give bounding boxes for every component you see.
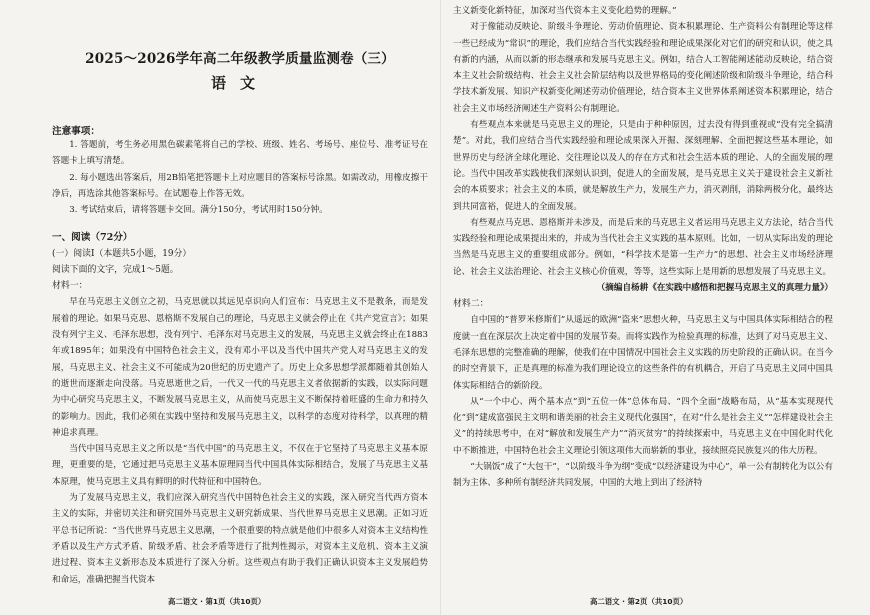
body-paragraph: 有些观点本来就是马克思主义的理论，只是由于种种原因，过去没有得到重视或“没有完全搞清楚”。对此，我们应结合当代实践经验和理论成果深入开掘、深刻理解、全面把握这些基本理论，如世界历史与经济全球化理论、交往理论以及人的存在方式和社会生活本质的理论、人的全面发展的理论。当代中国改革实践使我们深刻认识到，促进人的全面发展，是马克思主义关于建设社会主义新社会的本质要求；社会主义的本质，就是解放生产力，发展生产力，消灭剥削，消除两极分化，最终达到共同富裕，促进人的全面发展。 <box>453 120 833 212</box>
notes-header: 注意事项： <box>52 126 100 137</box>
page-footer: 高二语文 · 第2页（共10页） <box>590 597 688 606</box>
body-paragraph: 从“一个中心、两个基本点”到“五位一体”总体布局、“四个全面”战略布局，从“基本实现现代化”到“建成富强民主文明和谐美丽的社会主义现代化强国”，在对“什么是社会主义”“怎样建设社会主义”的持续思考中，在对“解放和发展生产力”“消灭贫穷”的持续探索中，马克思主义在中国化时代化中不断推进，中国特色社会主义理论引领这项伟大而崭新的事业，接续照亮民族复兴的伟大历程。 <box>453 396 833 456</box>
note-item: 3. 考试结束后，请将答题卡交回。满分150分，考试用时150分钟。 <box>69 205 328 216</box>
exam-title: 2025～2026学年高二年级教学质量监测卷（三） <box>85 51 395 67</box>
page-2 <box>453 0 833 615</box>
body-paragraph: “大锅饭”成了“大包干”，“以阶级斗争为纲”变成“以经济建设为中心”，单一公有制转化为以公有制为主体、多种所有制经济共同发展，中国的大地上到出了经济特 <box>453 462 833 489</box>
material-label: 材料二： <box>453 299 489 310</box>
body-paragraph: 自中国的“普罗米修斯们”从遥远的欧洲“盗来”思想火种，马克思主义与中国具体实际相结合的程度就一直在深层次上决定着中国的发展节奏。而将实践作为检验真理的标准，达到了对马克思主义、毛泽东思想的完整准确的理解，使我们在中国情况中国社会主义实践的历史阶段的正确认识。在当今的时空背景下，正是真理的标准为我们理论设立的这些条件的有机耦合，开启了马克思主义同中国具体实际相结合的新阶段。 <box>453 315 833 391</box>
source-citation: （摘编自杨耕《在实践中感悟和把握马克思主义的真理力量》） <box>596 283 833 294</box>
body-paragraph: 对于像能动反映论、阶级斗争理论、劳动价值理论、资本积累理论、生产资料公有制理论等这样一些已经成为“常识”的理论，我们应结合当代实践经验和理论成果深化对它们的研究和认识，使之具有新的内涵，从而以新的形态继承和发展马克思主义。例如，结合人工智能阐述能动反映论，结合资本主义社会阶级结构、社会主义社会阶层结构以及世界格局的变化阐述阶级和阶级斗争理论，结合科学技术新发展、知识产权新变化阐述劳动价值理论，结合资本主义世界体系阐述资本积累理论，结合社会主义市场经济阐述生产资料公有制理论。 <box>453 22 833 114</box>
instruction-text: 阅读下面的文字，完成1～5题。 <box>52 265 179 276</box>
subject-title: 语文 <box>210 74 269 92</box>
material-label: 材料一： <box>52 281 88 292</box>
page-divider <box>440 0 441 615</box>
page-footer: 高二语文 · 第1页（共10页） <box>168 597 266 606</box>
section-title: 一、阅读（72分） <box>52 232 133 244</box>
note-item: 2. 每小题选出答案后，用2B铅笔把答题卡上对应题目的答案标号涂黑。如需改动，用橡皮擦干净后，再选涂其他答案标号。在试题卷上作答无效。 <box>52 172 428 199</box>
subsection-title: (一）阅读Ⅰ（本题共5小题，19分） <box>52 249 192 260</box>
body-paragraph: 主义新变化新特征，加深对当代资本主义变化趋势的理解。” <box>453 6 677 16</box>
body-paragraph: 为了发展马克思主义，我们应深入研究当代中国特色社会主义的实践，深入研究当代西方资本主义的实际，并密切关注和研究国外马克思主义研究新成果、当代世界马克思主义思潮。正如习近平总书记所说：“当代世界马克思主义思潮，一个很重要的特点就是他们中很多人对资本主义结构性矛盾以及生产方式矛盾、阶级矛盾、社会矛盾等进行了批判性揭示，对资本主义危机、资本主义演进过程、资本主义新形态及本质进行了深入分析。这些观点有助于我们正确认识资本主义发展趋势和命运，准确把握当代资本 <box>52 493 428 585</box>
body-paragraph: 当代中国马克思主义之所以是“当代中国”的马克思主义，不仅在于它坚持了马克思主义基本原理，更重要的是，它通过把马克思主义基本原理同当代中国具体实际相结合，发展了马克思主义基本原理，使马克思主义具有鲜明的时代特征和中国特色。 <box>52 444 428 487</box>
body-paragraph: 早在马克思主义创立之初，马克思就以其远见卓识向人们宣布：马克思主义不是教条，而是发展着的理论。如果马克思、恩格斯不发展自己的理论，马克思主义就会停止在《共产党宣言》；如果没有列宁主义、毛泽东思想，没有列宁、毛泽东对马克思主义的发展，马克思主义就会终止在1883年或1895年；如果没有中国特色社会主义，没有邓小平以及当代中国共产党人对马克思主义的发展，马克思主义、社会主义不可能成为20世纪的历史遗产了。历史上众多思想学派都随着其创始人的逝世而逐渐走向没落。马克思逝世之后，一代又一代的马克思主义者依据新的实践，以实际问题为中心研究马克思主义，不断发展马克思主义，从而使马克思主义不断保持着旺盛的生命力和持久的影响力。因此，我们必须在实践中坚持和发展马克思主义，以科学的态度对待科学，以真理的精神追求真理。 <box>52 297 428 438</box>
body-paragraph: 有些观点马克思、恩格斯并未涉及，而是后来的马克思主义者运用马克思主义方法论，结合当代实践经验和理论成果提出来的，并成为当代社会主义实践的基本原则。比如，一切从实际出发的理论当然是马克思主义的重要组成部分。例如，“科学技术是第一生产力”的思想、社会主义市场经济理论、社会主义法治理论、社会主义核心价值观，等等，这些实际上是用新的思想发展了马克思主义。 <box>453 217 833 277</box>
note-item: 1. 答题前，考生务必用黑色碳素笔将自己的学校、班级、姓名、考场号、座位号、准考证号在答题卡上填写清楚。 <box>52 140 428 167</box>
page-1 <box>52 0 428 615</box>
